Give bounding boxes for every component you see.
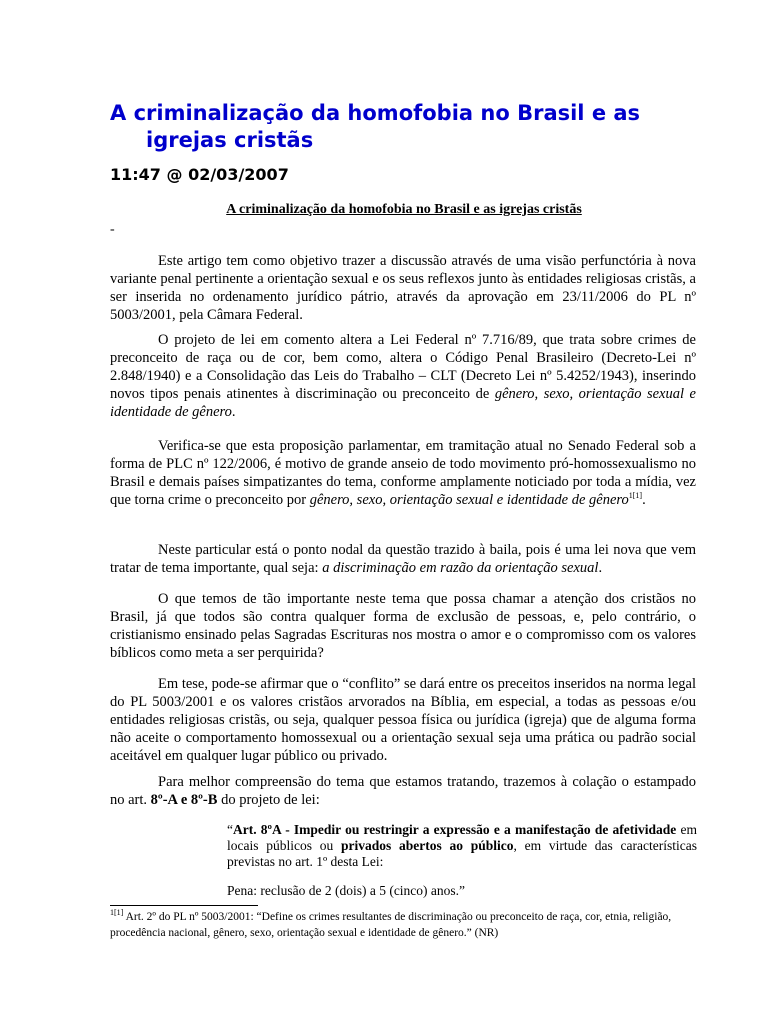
paragraph-6: Em tese, pode-se afirmar que o “conflito” se dará entre os preceitos inseridos na norma legal do PL 5003/2001 e os valores cristãos arvorados na Bíblia, em especial, a todas as pessoas e/ou entidades religiosas cristãs, ou seja, qualquer pessoa física ou jurídica (igreja) que de alguma forma não aceite o comportamento homossexual ou a orientação sexual seja uma prática ou padrão social aceitável em qualquer lugar público ou privado. — [110, 676, 696, 764]
paragraph-5: O que temos de tão importante neste tema que possa chamar a atenção dos cristãos no Brasil, já que todos são contra qualquer forma de exclusão de pessoas, e, pelo contrário, o cristianismo ensinado pelas Sagradas Escrituras nos mostra o amor e o compromisso com os valores bíblicos como meta a ser perquirida? — [110, 591, 696, 661]
post-datetime: 11:47 @ 02/03/2007 — [110, 165, 289, 184]
paragraph-7-bold: 8º-A e 8º-B — [150, 792, 218, 808]
paragraph-3-italic: gênero, sexo, orientação sexual e identidade de gênero — [309, 492, 629, 508]
footnote — [110, 909, 698, 941]
paragraph-4-italic: a discriminação em razão da orientação sexual — [322, 560, 599, 576]
article-title — [110, 100, 670, 154]
quote-text-end: , em virtude das características previstas no art. 1º desta Lei: — [227, 838, 697, 869]
quote-bold-2: privados abertos ao público — [340, 838, 514, 853]
paragraph-4 — [110, 541, 696, 577]
title-line-1: A criminalização da homofobia no Brasil e as — [110, 101, 641, 125]
law-quote-article — [227, 822, 697, 870]
footnote-marker[interactable]: 1[1] — [110, 908, 124, 918]
paragraph-2-italic: gênero, sexo, orientação sexual e identidade de gênero — [110, 386, 696, 420]
paragraph-3-end: . — [642, 492, 646, 508]
paragraph-7-text: Para melhor compreensão do tema que estamos tratando, trazemos à colação o estampado no art. — [110, 774, 696, 808]
separator-dash: - — [110, 222, 115, 237]
paragraph-7-end: do projeto de lei: — [217, 792, 320, 808]
paragraph-4-end: . — [598, 560, 603, 576]
law-quote-penalty: Pena: reclusão de 2 (dois) a 5 (cinco) anos.” — [227, 883, 466, 898]
footnote-reference[interactable]: 1[1] — [628, 491, 643, 501]
paragraph-2 — [110, 331, 696, 421]
paragraph-3-text: Verifica-se que esta proposição parlamentar, em tramitação atual no Senado Federal sob a forma de PLC nº 122/2006, é motivo de grande anseio de todo movimento pró-homossexualismo no Brasil e demais países simpatizantes do tema, conforme amplamente noticiado por toda a mídia, vez que torna crime o preconceito por — [110, 438, 696, 508]
footnote-rule — [110, 905, 258, 906]
paragraph-1: Este artigo tem como objetivo trazer a discussão através de uma visão perfunctória à nova variante penal pertinente a orientação sexual e os seus reflexos junto às entidades religiosas cristãs, a ser inserida no ordenamento jurídico pátrio, através da aprovação em 23/11/2006 do PL nº 5003/2001, pela Câmara Federal. — [110, 253, 696, 323]
quote-open-mark: “ — [227, 822, 233, 837]
quote-bold-1: Art. 8ºA - Impedir ou restringir a expressão e a manifestação de afetividade — [233, 822, 677, 837]
title-line-2: igrejas cristãs — [146, 128, 314, 152]
paragraph-4-text: Neste particular está o ponto nodal da questão trazido à baila, pois é uma lei nova que vem tratar de tema importante, qual seja: — [110, 542, 696, 576]
paragraph-2-end: . — [231, 404, 236, 420]
paragraph-2-text: O projeto de lei em comento altera a Lei Federal nº 7.716/89, que trata sobre crimes de preconceito de raça ou de cor, bem como, altera o Código Penal Brasileiro (Decreto-Lei nº 2.848/1940) e a Consolidação das Leis do Trabalho – CLT (Decreto Lei nº 5.4252/1943), inserindo novos tipos penais atinentes à discriminação ou preconceito de — [110, 332, 696, 402]
paragraph-7 — [110, 773, 696, 809]
paragraph-3 — [110, 437, 696, 509]
quote-text-mid: em locais públicos ou — [227, 822, 697, 853]
article-subtitle: A criminalização da homofobia no Brasil e as igrejas cristãs — [226, 202, 582, 217]
footnote-text: Art. 2º do PL nº 5003/2001: “Define os crimes resultantes de discriminação ou preconceito de raça, cor, etnia, religião, procedência nacional, gênero, sexo, orientação sexual e identidade de gênero.” (NR) — [110, 911, 672, 939]
